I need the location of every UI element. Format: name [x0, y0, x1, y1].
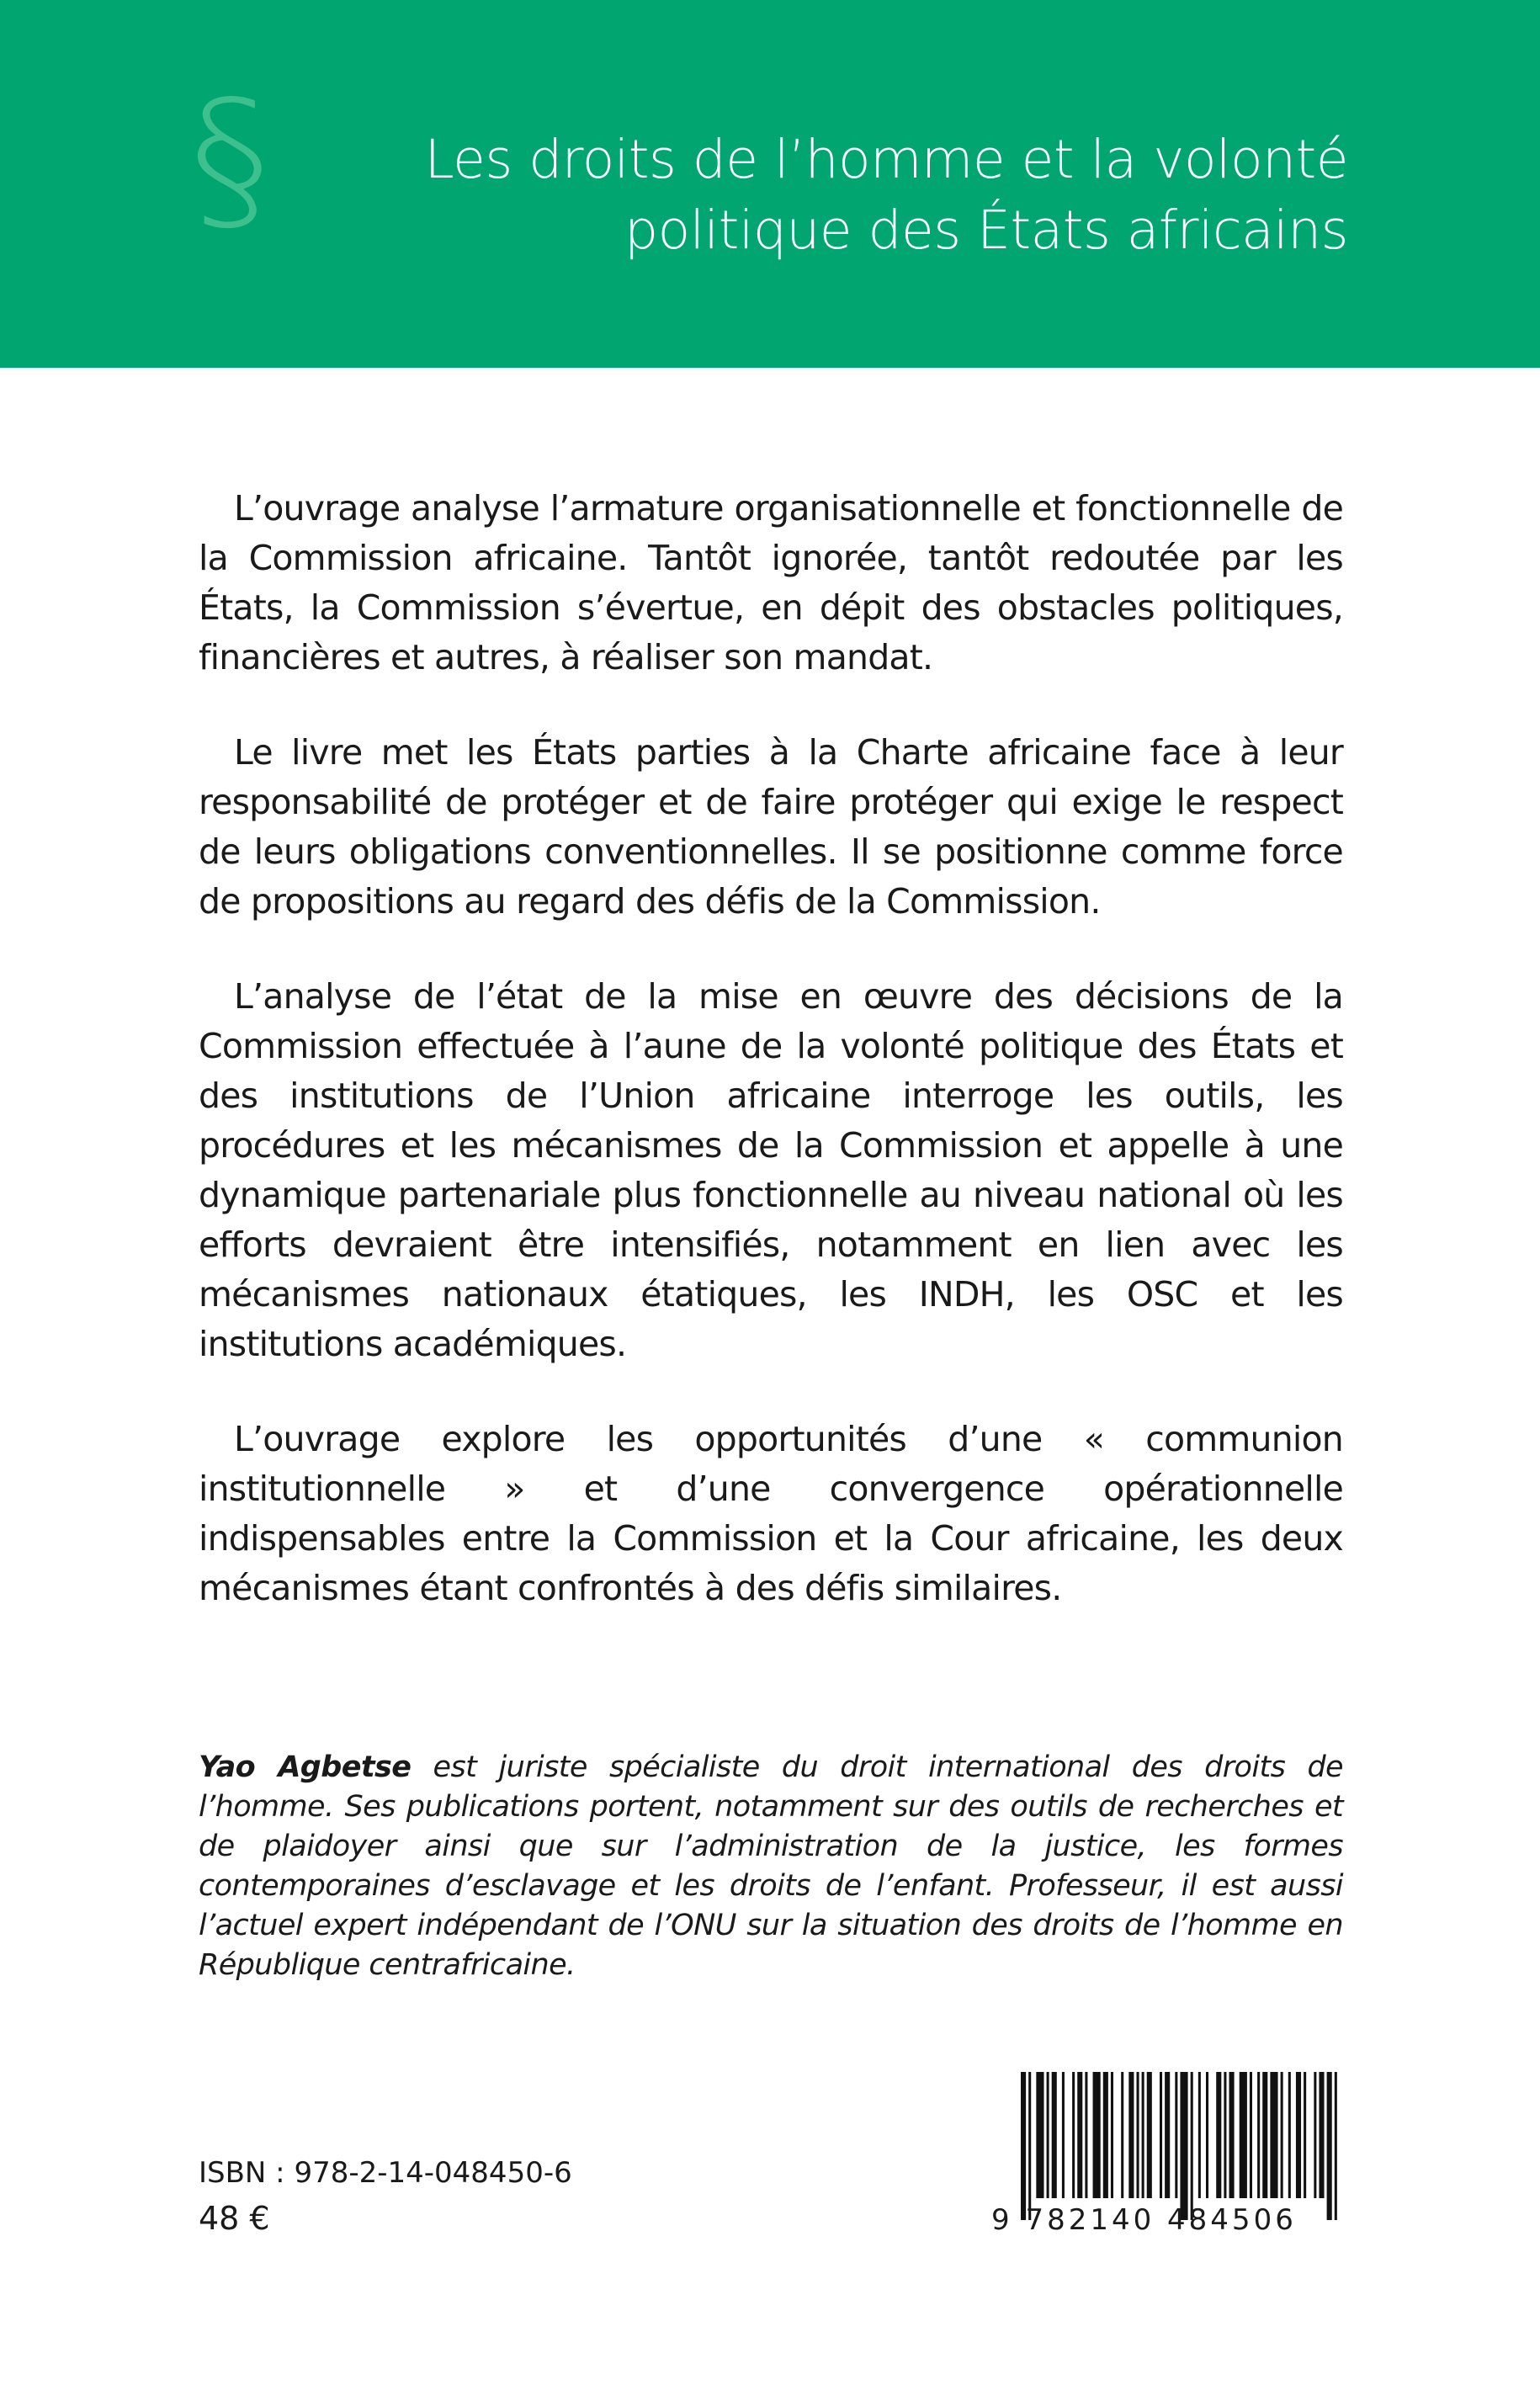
- barcode-bar: [1288, 2072, 1291, 2198]
- barcode-bar: [1335, 2072, 1337, 2220]
- author-bio: [199, 1748, 1343, 1985]
- barcode-bar: [1198, 2072, 1201, 2198]
- barcode-bar: [1111, 2072, 1113, 2198]
- barcode-icon: [1021, 2072, 1345, 2220]
- barcode-digits: 9 782140 484506: [991, 2203, 1297, 2237]
- barcode-bar: [1165, 2072, 1170, 2198]
- barcode-bar: [1093, 2072, 1101, 2198]
- barcode-bar: [1206, 2072, 1208, 2198]
- barcode-bar: [1257, 2072, 1260, 2198]
- barcode-bar: [1028, 2072, 1031, 2220]
- barcode-bar: [1021, 2072, 1026, 2220]
- barcode-bar: [1229, 2072, 1235, 2198]
- barcode-bar: [1121, 2072, 1123, 2198]
- header-banner: [0, 0, 1540, 368]
- barcode-bar: [1240, 2072, 1247, 2198]
- isbn: ISBN : 978-2-14-048450-6: [199, 2156, 572, 2190]
- barcode-bar: [1147, 2072, 1152, 2198]
- barcode-bar: [1281, 2072, 1283, 2198]
- author-name: Yao Agbetse: [199, 1750, 412, 1784]
- title-line-1: Les droits de l’homme et la volonté: [424, 129, 1348, 190]
- summary-text: [199, 484, 1343, 1659]
- barcode-bar: [1180, 2072, 1187, 2220]
- barcode-bar: [1077, 2072, 1082, 2198]
- barcode-bar: [1062, 2072, 1065, 2198]
- barcode-bar: [1270, 2072, 1277, 2198]
- author-bio-text: est juriste spécialiste du droit international des droits de l’homme. Ses publications portent, notamment sur des outils de recherches et de plaidoyer ainsi que sur l’administration de la justice, les formes contemporaines d’esclavage et les droits de l’enfant. Professeur, il est aussi l’actuel expert indépendant de l’ONU sur la situation des droits de l’homme en République centrafricaine.: [199, 1750, 1343, 1982]
- price: 48 €: [199, 2200, 270, 2237]
- barcode-bar: [1103, 2072, 1108, 2198]
- barcode-bar: [1327, 2072, 1332, 2220]
- barcode-bar: [1296, 2072, 1301, 2198]
- paragraph: L’analyse de l’état de la mise en œuvre des décisions de la Commission effectuée à l’aune de la volonté politique des États et des institutions de l’Union africaine interroge les outils, les procédures et les mécanismes de la Commission et appelle à une dynamique partenariale plus fonctionnelle au niveau national où les efforts devraient être intensifiés, notamment en lien avec les mécanismes nationaux étatiques, les INDH, les OSC et les institutions académiques.: [199, 976, 1343, 1364]
- barcode-bar: [1262, 2072, 1267, 2198]
- title-line-2: politique des États africains: [624, 199, 1348, 261]
- barcode-bar: [1085, 2072, 1087, 2198]
- barcode-bar: [1047, 2072, 1049, 2198]
- barcode-bar: [1036, 2072, 1043, 2198]
- barcode-bar: [1052, 2072, 1057, 2198]
- barcode-bar: [1072, 2072, 1075, 2198]
- barcode-bar: [1160, 2072, 1162, 2198]
- barcode-bar: [1191, 2072, 1193, 2220]
- paragraph: L’ouvrage explore les opportunités d’une « communion institutionnelle » et d’une convergence opérationnelle indispensables entre la Commission et la Cour africaine, les deux mécanismes étant confrontés à des défis similaires.: [199, 1419, 1343, 1608]
- barcode-bar: [1319, 2072, 1324, 2198]
- barcode-bar: [1142, 2072, 1144, 2198]
- paragraph: Le livre met les États parties à la Charte africaine face à leur responsabilité de protéger et de faire protéger qui exige le respect de leurs obligations conventionnelles. Il se positionne comme force de propositions au regard des défis de la Commission.: [199, 732, 1343, 922]
- section-sign-icon: §: [190, 66, 270, 252]
- paragraph: L’ouvrage analyse l’armature organisationnelle et fonctionnelle de la Commission africaine. Tantôt ignorée, tantôt redoutée par les États, la Commission s’évertue, en dépit des obstacles politiques, financières et autres, à réaliser son mandat.: [199, 488, 1343, 677]
- barcode-bar: [1304, 2072, 1306, 2198]
- barcode-bar: [1175, 2072, 1177, 2198]
- barcode-bar: [1128, 2072, 1134, 2198]
- book-title: [338, 125, 1348, 266]
- barcode-bar: [1137, 2072, 1139, 2198]
- barcode-bar: [1314, 2072, 1316, 2198]
- barcode-bar: [1224, 2072, 1226, 2198]
- barcode-bar: [1216, 2072, 1221, 2198]
- barcode-bar: [1250, 2072, 1252, 2198]
